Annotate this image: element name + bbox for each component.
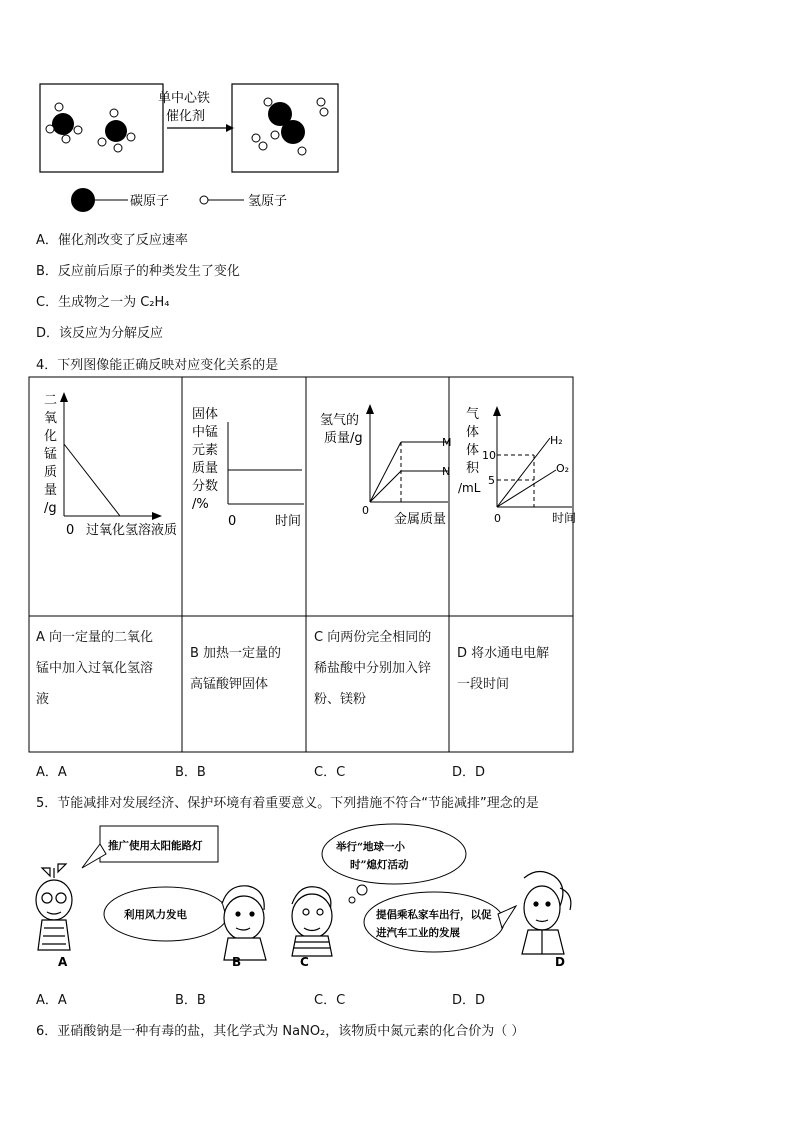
graph-d-tick-10: 10 [482, 449, 496, 462]
q4-answer-c: C．C [314, 765, 346, 780]
graph-c-ylabel-1: 氢气的 [320, 413, 360, 428]
child-c-figure [292, 887, 332, 956]
graph-b-xlabel: 时间 [275, 514, 302, 529]
bubble-a-top [82, 826, 218, 868]
ethylene-molecule [264, 98, 306, 155]
graph-c-origin: 0 [362, 504, 369, 517]
graph-a-xlabel: 过氧化氢溶液质 [86, 523, 178, 538]
methane-molecule-left [46, 103, 82, 143]
q5-answer-c: C．C [314, 993, 346, 1008]
catalyst-label-1: 单中心铁 [158, 91, 211, 106]
q4-answer-b: B．B [175, 765, 206, 780]
q5-cartoon [30, 818, 590, 978]
figure-label-b: B [232, 955, 242, 969]
graph-d-h2-label: H₂ [550, 434, 563, 447]
svg-text:举行“地球一小: 举行“地球一小 [336, 841, 406, 853]
graph-b-origin: 0 [228, 514, 237, 529]
q4-desc-c: C 向两份完全相同的 稀盐酸中分别加入锌 粉、镁粉 [314, 630, 432, 707]
graph-b-ylabel-6: /% [192, 497, 209, 512]
graph-d-ylabel-5: /mL [458, 481, 481, 495]
bubble-b [104, 887, 238, 941]
graph-d-xlabel: 时间 [552, 511, 576, 525]
graph-d-origin: 0 [494, 512, 501, 525]
q4-answer-a: A．A [36, 765, 67, 780]
graph-b-ylabel-4: 质量 [192, 461, 219, 476]
figure-label-c: C [300, 955, 309, 969]
graph-b-ylabel-5: 分数 [192, 479, 219, 494]
graph-c-ylabel-2: 质量/g [324, 431, 363, 446]
q3-option-d: D．该反应为分解反应 [36, 326, 164, 341]
q4-answer-d: D．D [452, 765, 486, 780]
graph-d-o2-label: O₂ [556, 462, 570, 475]
graph-d-ylabel-3: 体 [466, 443, 480, 458]
graph-a-ylabel-2: 氧 [44, 411, 58, 426]
graph-b-ylabel-1: 固体 [192, 407, 219, 422]
graph-b-ylabel-2: 中锰 [192, 425, 219, 440]
q5-answer-b: B．B [175, 993, 206, 1008]
graph-a-ylabel-4: 锰 [44, 447, 58, 462]
methane-molecule-right [98, 109, 135, 152]
legend-carbon: 碳原子 [130, 194, 170, 209]
q6-stem: 6．亚硝酸钠是一种有毒的盐，其化学式为 NaNO₂，该物质中氮元素的化合价为（ ） [36, 1024, 525, 1039]
child-b-figure [222, 886, 266, 960]
svg-text:时”熄灯活动: 时”熄灯活动 [350, 859, 409, 871]
graph-a [44, 392, 177, 538]
reaction-diagram [30, 78, 350, 218]
graph-a-ylabel-7: /g [44, 501, 57, 516]
graph-a-ylabel-5: 质 [44, 465, 58, 480]
graph-a-origin: 0 [66, 523, 75, 538]
q5-answer-a: A．A [36, 993, 67, 1008]
q3-option-b: B．反应前后原子的种类发生了变化 [36, 264, 240, 279]
bubble-c [322, 824, 466, 903]
graph-b-ylabel-3: 元素 [192, 443, 219, 458]
figure-label-d: D [555, 955, 565, 969]
q4-stem: 4．下列图像能正确反映对应变化关系的是 [36, 358, 279, 373]
q3-option-a: A．催化剂改变了反应速率 [36, 233, 188, 248]
q4-desc-a: A 向一定量的二氧化 锰中加入过氧化氢溶 液 [36, 630, 154, 707]
graph-c-xlabel: 金属质量 [394, 512, 447, 527]
carbon-atom-legend-icon [71, 188, 95, 212]
q5-answer-d: D．D [452, 993, 486, 1008]
graph-a-ylabel-6: 量 [44, 483, 58, 498]
child-a-figure [36, 864, 72, 950]
legend-hydrogen: 氢原子 [248, 194, 288, 209]
graph-c [320, 404, 452, 527]
bubble-d [364, 892, 516, 952]
graph-d-tick-5: 5 [488, 474, 495, 487]
graph-d [458, 406, 576, 525]
child-d-figure [522, 871, 571, 954]
q4-desc-b: B 加热一定量的 高锰酸钾固体 [190, 646, 282, 692]
svg-text:利用风力发电: 利用风力发电 [124, 909, 187, 921]
graph-a-ylabel-1: 二 [44, 393, 58, 408]
svg-text:推广使用太阳能路灯: 推广使用太阳能路灯 [108, 840, 203, 852]
catalyst-label-2: 催化剂 [166, 109, 206, 124]
graph-d-ylabel-2: 体 [466, 425, 480, 440]
q4-desc-d: D 将水通电电解 一段时间 [457, 646, 550, 692]
q5-stem: 5．节能减排对发展经济、保护环境有着重要意义。下列措施不符合“节能减排”理念的是 [36, 796, 539, 811]
graph-c-line-m: M [442, 436, 452, 449]
svg-text:提倡乘私家车出行，以促: 提倡乘私家车出行，以促 [376, 909, 492, 921]
graph-b [192, 406, 304, 529]
graph-d-ylabel-4: 积 [466, 461, 480, 476]
svg-text:进汽车工业的发展: 进汽车工业的发展 [376, 927, 460, 939]
figure-label-a: A [58, 955, 68, 969]
graph-d-ylabel-1: 气 [466, 407, 480, 422]
graph-a-ylabel-3: 化 [44, 429, 58, 444]
q3-option-c: C．生成物之一为 C₂H₄ [36, 295, 170, 310]
graph-c-line-n: N [442, 465, 451, 478]
hydrogen-atom-legend-icon [200, 196, 208, 204]
